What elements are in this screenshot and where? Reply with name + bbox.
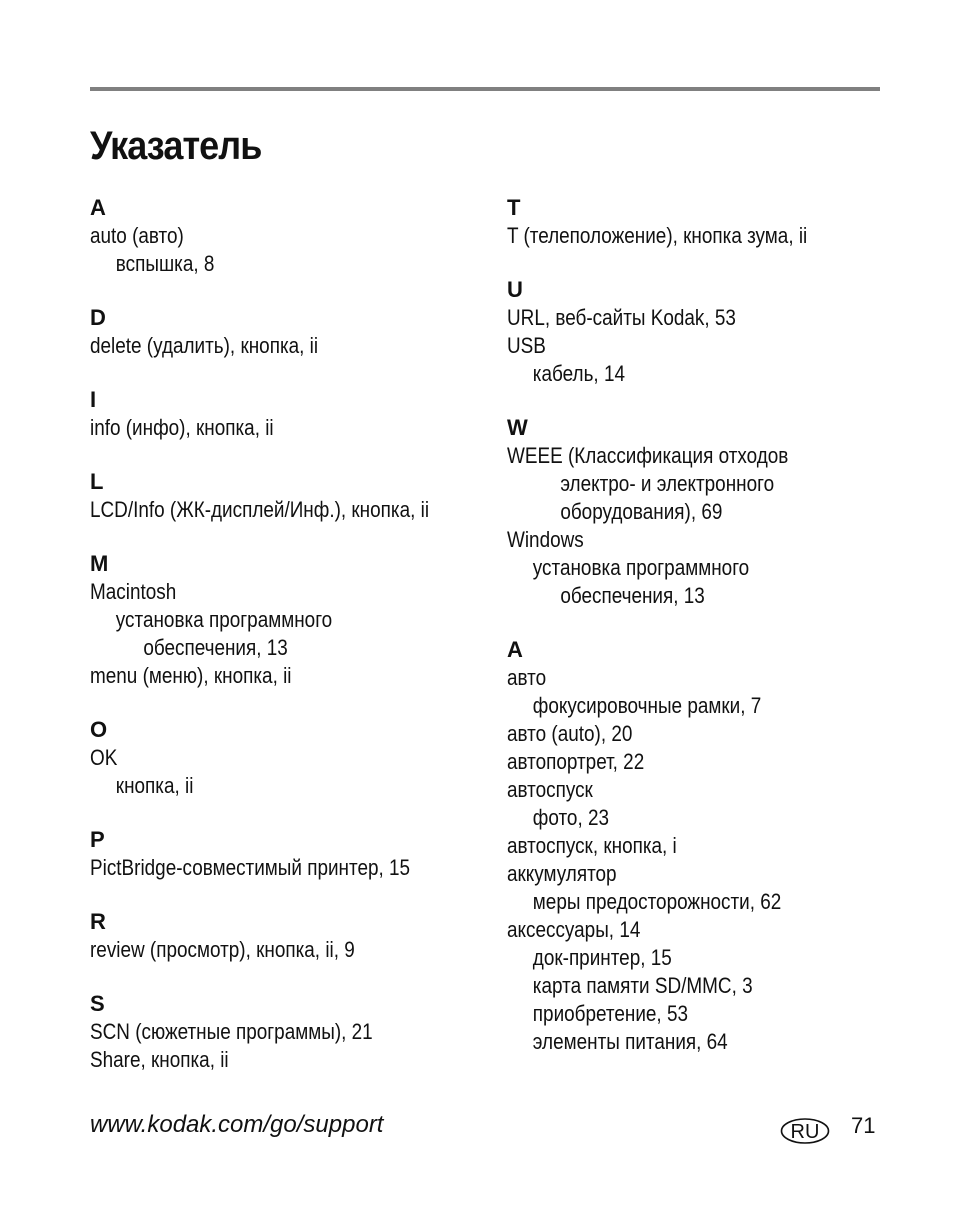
- index-section: [90, 194, 485, 278]
- index-entry: USB: [507, 333, 546, 358]
- index-subentry: карта памяти SD/MMC, 3: [532, 973, 753, 998]
- index-subentry: кнопка, ii: [115, 773, 194, 798]
- top-rule: [90, 87, 880, 91]
- index-subentry: оборудования), 69: [560, 499, 723, 524]
- index-entry: авто: [507, 665, 547, 690]
- index-entry: URL, веб-сайты Kodak, 53: [507, 305, 736, 330]
- index-section: [507, 414, 887, 610]
- index-subentry: установка программного: [115, 607, 333, 632]
- index-column-left: [90, 194, 485, 1100]
- index-subentry: обеспечения, 13: [143, 635, 288, 660]
- index-subentry: меры предосторожности, 62: [532, 889, 782, 914]
- index-section: [90, 990, 485, 1074]
- index-section: [90, 304, 485, 360]
- section-letter: P: [90, 827, 105, 852]
- index-subentry: установка программного: [532, 555, 750, 580]
- index-entry: review (просмотр), кнопка, ii, 9: [90, 937, 355, 962]
- index-section: [90, 468, 485, 524]
- index-subentry: приобретение, 53: [532, 1001, 688, 1026]
- index-entry: PictBridge-совместимый принтер, 15: [90, 855, 411, 880]
- index-entry: T (телеположение), кнопка зума, ii: [507, 223, 808, 248]
- index-section: [90, 550, 485, 690]
- index-subentry: элементы питания, 64: [532, 1029, 728, 1054]
- index-entry: аккумулятор: [507, 861, 617, 886]
- index-subentry: вспышка, 8: [115, 251, 215, 276]
- section-letter: L: [90, 469, 104, 494]
- index-entry: аксессуары, 14: [507, 917, 641, 942]
- section-letter: I: [90, 387, 97, 412]
- language-badge: [780, 1117, 830, 1145]
- section-letter: D: [90, 305, 106, 330]
- section-letter: M: [90, 551, 109, 576]
- index-subentry: кабель, 14: [532, 361, 625, 386]
- index-section: [507, 194, 887, 250]
- index-entry: автопортрет, 22: [507, 749, 645, 774]
- section-letter: W: [507, 415, 528, 440]
- page-title: Указатель: [90, 124, 262, 168]
- index-section: [507, 276, 887, 388]
- index-section: [90, 908, 485, 964]
- index-entry: авто (auto), 20: [507, 721, 633, 746]
- index-entry: Windows: [507, 527, 584, 552]
- section-letter: T: [507, 195, 521, 220]
- section-letter: А: [507, 637, 523, 662]
- index-subentry: док-принтер, 15: [532, 945, 672, 970]
- index-entry: WEEE (Классификация отходов: [507, 443, 789, 468]
- index-section: [90, 826, 485, 882]
- index-entry: автоспуск, кнопка, i: [507, 833, 677, 858]
- section-letter: O: [90, 717, 108, 742]
- index-section: [90, 386, 485, 442]
- section-letter: U: [507, 277, 523, 302]
- index-subentry: обеспечения, 13: [560, 583, 705, 608]
- index-entry: SCN (сюжетные программы), 21: [90, 1019, 373, 1044]
- index-entry: Macintosh: [90, 579, 177, 604]
- index-subentry: электро- и электронного: [560, 471, 775, 496]
- index-entry: LCD/Info (ЖК-дисплей/Инф.), кнопка, ii: [90, 497, 430, 522]
- index-section: [90, 716, 485, 800]
- index-entry: Share, кнопка, ii: [90, 1047, 229, 1072]
- index-column-right: [507, 194, 887, 1082]
- page-number: 71: [851, 1113, 876, 1138]
- index-entry: info (инфо), кнопка, ii: [90, 415, 274, 440]
- index-entry: delete (удалить), кнопка, ii: [90, 333, 319, 358]
- index-entry: menu (меню), кнопка, ii: [90, 663, 292, 688]
- section-letter: A: [90, 195, 106, 220]
- footer-url-link[interactable]: www.kodak.com/go/support: [90, 1111, 384, 1138]
- index-section: [507, 636, 887, 1056]
- index-subentry: фокусировочные рамки, 7: [532, 693, 762, 718]
- index-entry: auto (авто): [90, 223, 184, 248]
- section-letter: R: [90, 909, 106, 934]
- index-entry: OK: [90, 745, 118, 770]
- language-badge-label: RU: [790, 1121, 820, 1143]
- section-letter: S: [90, 991, 105, 1016]
- index-subentry: фото, 23: [532, 805, 610, 830]
- index-entry: автоспуск: [507, 777, 593, 802]
